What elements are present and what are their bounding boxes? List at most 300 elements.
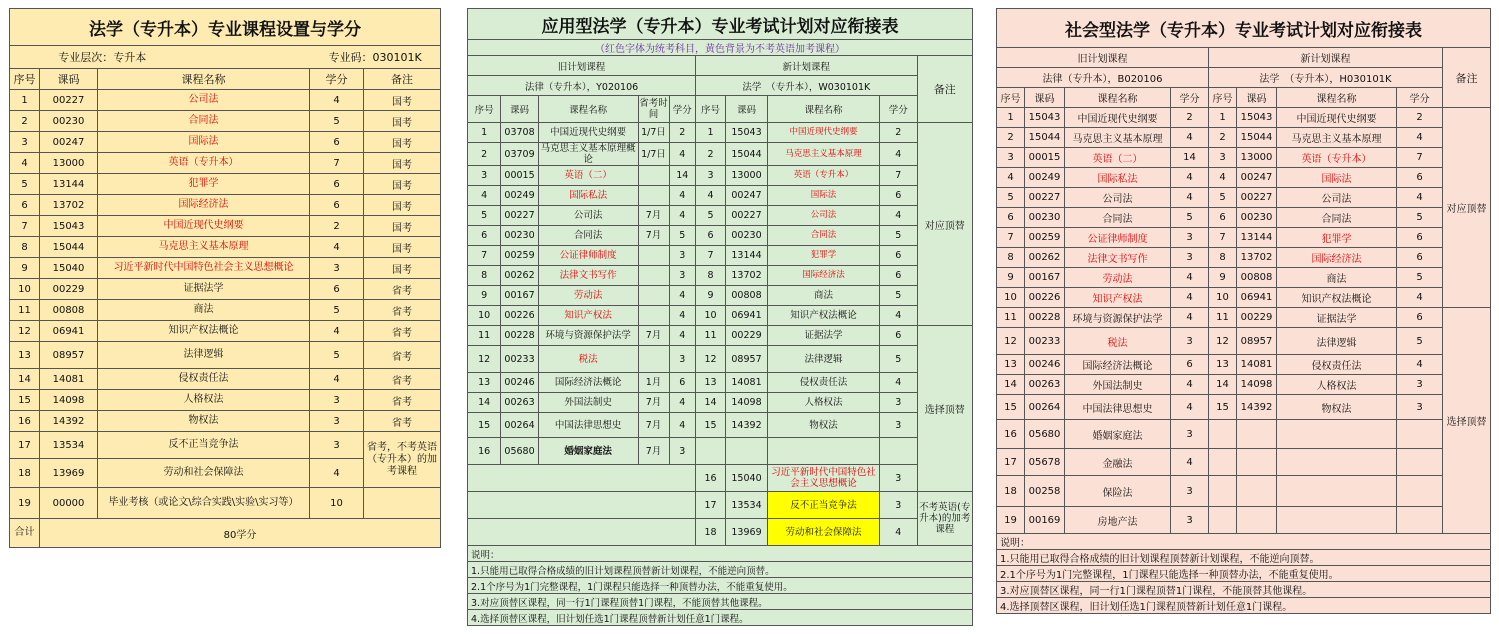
course-name: 侵权责任法 — [98, 369, 310, 390]
new-course-credit: 3 — [879, 393, 917, 413]
new-course-name: 犯罪学 — [1277, 228, 1397, 248]
new-course-name: 英语（专升本） — [768, 166, 880, 186]
new-course-code: 13144 — [1237, 228, 1277, 248]
course-code: 00808 — [40, 300, 98, 321]
old-course-code: 00015 — [1025, 148, 1065, 168]
course-name: 公司法 — [98, 90, 310, 111]
old-course-name: 环境与资源保护法学 — [538, 326, 638, 346]
old-course-name: 公司法 — [538, 206, 638, 226]
new-course-credit: 6 — [1397, 228, 1443, 248]
old-course-name: 英语（二） — [538, 166, 638, 186]
table-row — [10, 488, 441, 519]
new-course-name: 合同法 — [768, 226, 880, 246]
row-number: 15 — [10, 390, 40, 411]
new-course-name — [768, 438, 880, 465]
old-course-credit: 4 — [669, 326, 696, 346]
table-row — [997, 228, 1491, 248]
new-course-name: 证据法学 — [1277, 308, 1397, 328]
old-course-credit: 14 — [669, 166, 696, 186]
new-course-credit: 3 — [879, 413, 917, 438]
new-course-credit — [1397, 420, 1443, 449]
old-course-code: 00226 — [1025, 288, 1065, 308]
table-row — [468, 186, 973, 206]
course-code: 00247 — [40, 132, 98, 153]
col-header: 学分 — [879, 96, 917, 123]
new-row-number: 7 — [1209, 228, 1237, 248]
old-course-name: 国际私法 — [1065, 168, 1171, 188]
new-course-credit: 6 — [879, 186, 917, 206]
remark-selective: 选择顶替 — [917, 326, 972, 492]
old-course-credit: 3 — [669, 246, 696, 266]
old-course-credit: 3 — [1171, 328, 1209, 355]
col-header: 序号 — [468, 96, 501, 123]
course-credit: 10 — [310, 488, 364, 519]
old-course-code: 05680 — [1025, 420, 1065, 449]
table-title: 社会型法学（专升本）专业考试计划对应衔接表 — [997, 9, 1491, 48]
new-course-code: 13969 — [725, 519, 767, 546]
new-course-name: 法律逻辑 — [768, 346, 880, 373]
row-number: 12 — [10, 321, 40, 342]
old-course-code: 00233 — [1025, 328, 1065, 355]
table-row — [468, 226, 973, 246]
old-course-credit: 4 — [669, 413, 696, 438]
applied-law-mapping-table — [467, 8, 973, 626]
new-row-number: 14 — [696, 393, 726, 413]
new-course-code: 14081 — [725, 373, 767, 393]
new-course-credit: 4 — [879, 143, 917, 166]
old-course-credit: 4 — [1171, 449, 1209, 476]
new-course-code: 13702 — [1237, 248, 1277, 268]
new-course-code: 15044 — [1237, 128, 1277, 148]
old-empty-cell — [468, 492, 696, 519]
note-text: 2.1个序号为1门完整课程，1门课程只能选择一种顶替办法，不能重复使用。 — [468, 578, 973, 594]
old-course-credit: 4 — [669, 286, 696, 306]
old-course-credit: 5 — [1171, 208, 1209, 228]
old-course-name: 外国法制史 — [1065, 375, 1171, 395]
course-note: 省考 — [364, 300, 441, 321]
new-course-name — [1277, 449, 1397, 476]
course-code: 13000 — [40, 153, 98, 174]
new-row-number: 17 — [696, 492, 726, 519]
course-credit-table — [9, 8, 441, 548]
new-course-code: 14098 — [725, 393, 767, 413]
old-course-code: 00167 — [1025, 268, 1065, 288]
new-course-credit: 4 — [879, 206, 917, 226]
table-row — [997, 420, 1491, 449]
new-course-credit: 5 — [879, 346, 917, 373]
col-header: 序号 — [10, 69, 40, 90]
new-row-number: 14 — [1209, 375, 1237, 395]
table-row — [10, 258, 441, 279]
new-row-number: 13 — [696, 373, 726, 393]
table-row — [468, 286, 973, 306]
old-course-code: 00226 — [501, 306, 539, 326]
exam-time — [638, 186, 669, 206]
col-header: 学分 — [1397, 88, 1443, 108]
old-course-credit: 4 — [669, 306, 696, 326]
old-row-number: 2 — [997, 128, 1025, 148]
new-course-code: 15043 — [725, 123, 767, 143]
exam-time — [638, 246, 669, 266]
new-row-number: 8 — [1209, 248, 1237, 268]
new-course-credit: 5 — [879, 226, 917, 246]
new-course-credit: 5 — [1397, 328, 1443, 355]
new-row-number: 15 — [1209, 395, 1237, 420]
row-number: 7 — [10, 216, 40, 237]
new-row-number: 10 — [696, 306, 726, 326]
old-course-credit: 3 — [1171, 228, 1209, 248]
note-text: 1.只能用已取得合格成绩的旧计划课程顶替新计划课程，不能逆向顶替。 — [997, 550, 1491, 566]
table-row — [997, 108, 1491, 128]
course-credit: 5 — [310, 342, 364, 369]
new-row-number: 11 — [1209, 308, 1237, 328]
old-course-name: 环境与资源保护法学 — [1065, 308, 1171, 328]
new-course-credit: 6 — [1397, 248, 1443, 268]
old-course-name: 国际经济法概论 — [538, 373, 638, 393]
new-course-name: 马克思主义基本原理 — [1277, 128, 1397, 148]
course-credit: 5 — [310, 300, 364, 321]
new-course-code: 00808 — [725, 286, 767, 306]
new-row-number: 2 — [696, 143, 726, 166]
old-row-number: 11 — [997, 308, 1025, 328]
table-row — [10, 153, 441, 174]
old-course-name: 公证律师制度 — [538, 246, 638, 266]
old-empty-cell — [468, 519, 696, 546]
level-label: 专业层次：专升本 — [58, 51, 147, 64]
new-course-code: 06941 — [1237, 288, 1277, 308]
exam-time: 7月 — [638, 393, 669, 413]
new-course-code: 14098 — [1237, 375, 1277, 395]
course-code: 15043 — [40, 216, 98, 237]
table-row — [468, 143, 973, 166]
old-course-name: 中国法律思想史 — [538, 413, 638, 438]
new-row-number — [1209, 420, 1237, 449]
course-code: 15044 — [40, 237, 98, 258]
new-course-credit: 5 — [1397, 268, 1443, 288]
total-label: 合计 — [10, 519, 40, 548]
old-course-code: 15043 — [1025, 108, 1065, 128]
new-course-name: 反不正当竞争法 — [768, 492, 880, 519]
old-course-code: 03708 — [501, 123, 539, 143]
course-credit: 6 — [310, 132, 364, 153]
table-row — [997, 328, 1491, 355]
course-code: 00000 — [40, 488, 98, 519]
old-row-number: 15 — [997, 395, 1025, 420]
old-row-number: 6 — [468, 226, 501, 246]
old-course-code: 00264 — [501, 413, 539, 438]
new-course-code: 00230 — [1237, 208, 1277, 228]
old-empty-cell — [468, 465, 696, 492]
table-row — [468, 166, 973, 186]
old-row-number: 14 — [468, 393, 501, 413]
new-course-credit: 6 — [1397, 308, 1443, 328]
exam-time: 7月 — [638, 413, 669, 438]
table-row — [468, 206, 973, 226]
new-course-name: 犯罪学 — [768, 246, 880, 266]
old-row-number: 8 — [997, 248, 1025, 268]
social-law-mapping-table — [996, 8, 1491, 614]
old-course-name: 法律文书写作 — [538, 266, 638, 286]
old-row-number: 3 — [468, 166, 501, 186]
new-course-credit: 6 — [1397, 168, 1443, 188]
new-course-credit — [1397, 507, 1443, 534]
notes-title-row — [997, 534, 1491, 550]
table-row — [10, 321, 441, 342]
course-name: 国际法 — [98, 132, 310, 153]
old-course-credit: 4 — [1171, 168, 1209, 188]
new-course-name: 侵权责任法 — [768, 373, 880, 393]
new-row-number: 12 — [696, 346, 726, 373]
table-row — [468, 123, 973, 143]
new-row-number: 9 — [696, 286, 726, 306]
note-text: 4.选择顶替区课程，旧计划任选1门课程顶替新计划任意1门课程。 — [997, 598, 1491, 614]
old-row-number: 16 — [468, 438, 501, 465]
table-row — [10, 195, 441, 216]
old-course-code: 00230 — [501, 226, 539, 246]
old-course-name: 劳动法 — [538, 286, 638, 306]
table-row — [468, 413, 973, 438]
old-course-code: 00246 — [1025, 355, 1065, 375]
new-course-code: 13702 — [725, 266, 767, 286]
new-row-number: 15 — [696, 413, 726, 438]
course-code: 13969 — [40, 459, 98, 488]
old-course-name: 税法 — [1065, 328, 1171, 355]
new-course-code: 00227 — [725, 206, 767, 226]
new-plan-label: 新计划课程 — [696, 56, 917, 76]
course-code: 00229 — [40, 279, 98, 300]
old-plan-label: 旧计划课程 — [468, 56, 696, 76]
old-row-number: 10 — [997, 288, 1025, 308]
table-row — [468, 346, 973, 373]
course-note: 省考 — [364, 369, 441, 390]
note-row — [997, 582, 1491, 598]
table-row — [997, 288, 1491, 308]
new-row-number: 6 — [1209, 208, 1237, 228]
new-course-credit: 6 — [879, 246, 917, 266]
row-number: 1 — [10, 90, 40, 111]
note-text: 3.对应顶替区课程，同一行1门课程顶替1门课程，不能顶替其他课程。 — [997, 582, 1491, 598]
course-note: 国考 — [364, 237, 441, 258]
new-course-credit: 3 — [1397, 395, 1443, 420]
old-course-credit: 14 — [1171, 148, 1209, 168]
old-row-number: 9 — [468, 286, 501, 306]
col-header: 学分 — [1171, 88, 1209, 108]
course-name: 马克思主义基本原理 — [98, 237, 310, 258]
col-header: 课码 — [1237, 88, 1277, 108]
course-code: 14098 — [40, 390, 98, 411]
table-row — [10, 237, 441, 258]
old-course-code: 00259 — [501, 246, 539, 266]
old-course-credit: 4 — [1171, 188, 1209, 208]
old-row-number: 9 — [997, 268, 1025, 288]
course-note: 省考 — [364, 321, 441, 342]
course-name: 毕业考核（或论文\综合实践\实验\实习等） — [98, 488, 310, 519]
new-course-code: 13534 — [725, 492, 767, 519]
exam-time — [638, 306, 669, 326]
new-course-code: 00229 — [1237, 308, 1277, 328]
course-code: 13702 — [40, 195, 98, 216]
table-row — [468, 438, 973, 465]
course-credit: 3 — [310, 390, 364, 411]
exam-time: 7月 — [638, 226, 669, 246]
note-text: 3.对应顶替区课程，同一行1门课程顶替1门课程，不能顶替其他课程。 — [468, 594, 973, 610]
table-row — [468, 326, 973, 346]
old-course-code: 00259 — [1025, 228, 1065, 248]
new-course-credit: 4 — [879, 519, 917, 546]
row-number: 13 — [10, 342, 40, 369]
new-course-code: 06941 — [725, 306, 767, 326]
old-course-credit: 4 — [669, 393, 696, 413]
course-name: 英语（专升本） — [98, 153, 310, 174]
table-row — [997, 268, 1491, 288]
new-course-name: 合同法 — [1277, 208, 1397, 228]
old-course-credit: 2 — [1171, 108, 1209, 128]
course-name: 物权法 — [98, 411, 310, 432]
course-name: 商法 — [98, 300, 310, 321]
old-course-name: 英语（二） — [1065, 148, 1171, 168]
old-course-code: 00258 — [1025, 476, 1065, 507]
old-course-credit: 2 — [669, 123, 696, 143]
old-course-name: 劳动法 — [1065, 268, 1171, 288]
new-course-credit: 2 — [1397, 108, 1443, 128]
row-number: 14 — [10, 369, 40, 390]
course-note: 国考 — [364, 195, 441, 216]
new-course-code: 00230 — [725, 226, 767, 246]
course-note: 国考 — [364, 153, 441, 174]
new-plan-label: 新计划课程 — [1209, 48, 1443, 68]
exam-time: 7月 — [638, 438, 669, 465]
course-credit: 4 — [310, 321, 364, 342]
new-course-code: 00229 — [725, 326, 767, 346]
new-course-name: 人格权法 — [768, 393, 880, 413]
course-name: 知识产权法概论 — [98, 321, 310, 342]
old-row-number: 5 — [468, 206, 501, 226]
remark-extra-exam: 不考英语(专升本)的加考课程 — [917, 492, 972, 546]
header-row — [468, 96, 973, 123]
new-course-credit: 7 — [879, 166, 917, 186]
table-row — [468, 492, 973, 519]
old-row-number: 4 — [997, 168, 1025, 188]
table-row — [997, 375, 1491, 395]
header-row — [997, 88, 1491, 108]
new-course-credit: 4 — [879, 306, 917, 326]
old-course-name: 国际私法 — [538, 186, 638, 206]
table-row — [10, 369, 441, 390]
course-note — [364, 488, 441, 519]
note-row — [997, 550, 1491, 566]
table-row — [10, 174, 441, 195]
new-course-code: 13000 — [1237, 148, 1277, 168]
table-title: 法学（专升本）专业课程设置与学分 — [10, 9, 441, 46]
old-course-code: 00264 — [1025, 395, 1065, 420]
col-header: 课程名称 — [98, 69, 310, 90]
old-course-name: 马克思主义基本原理概论 — [538, 143, 638, 166]
new-row-number: 11 — [696, 326, 726, 346]
new-course-code: 13144 — [725, 246, 767, 266]
old-row-number: 7 — [468, 246, 501, 266]
course-code: 00230 — [40, 111, 98, 132]
table-row — [997, 507, 1491, 534]
col-header: 序号 — [696, 96, 726, 123]
new-course-code: 00247 — [725, 186, 767, 206]
old-course-name: 合同法 — [1065, 208, 1171, 228]
course-credit: 3 — [310, 432, 364, 459]
new-course-code: 08957 — [1237, 328, 1277, 355]
new-course-credit: 6 — [879, 266, 917, 286]
table-title: 应用型法学（专升本）专业考试计划对应衔接表 — [468, 9, 973, 40]
old-course-name: 中国法律思想史 — [1065, 395, 1171, 420]
exam-time: 1月 — [638, 373, 669, 393]
note-text: 4.选择顶替区课程，旧计划任选1门课程顶替新计划任意1门课程。 — [468, 610, 973, 626]
new-row-number: 6 — [696, 226, 726, 246]
new-course-credit — [1397, 449, 1443, 476]
old-course-credit: 3 — [1171, 507, 1209, 534]
table-row — [468, 465, 973, 492]
new-course-credit: 4 — [1397, 288, 1443, 308]
new-course-code: 13000 — [725, 166, 767, 186]
col-header: 序号 — [997, 88, 1025, 108]
old-course-code: 00249 — [1025, 168, 1065, 188]
new-course-name — [1277, 476, 1397, 507]
new-row-number: 8 — [696, 266, 726, 286]
old-course-code: 00227 — [501, 206, 539, 226]
col-header: 学分 — [310, 69, 364, 90]
new-course-name: 知识产权法概论 — [768, 306, 880, 326]
course-name: 劳动和社会保障法 — [98, 459, 310, 488]
old-plan-label: 旧计划课程 — [997, 48, 1209, 68]
new-row-number: 16 — [696, 465, 726, 492]
remark-header: 备注 — [1443, 48, 1491, 108]
note-row — [997, 598, 1491, 614]
new-course-credit: 4 — [1397, 128, 1443, 148]
old-course-credit: 6 — [1171, 355, 1209, 375]
row-number: 11 — [10, 300, 40, 321]
old-row-number: 4 — [468, 186, 501, 206]
program-info — [10, 46, 441, 69]
old-program: 法律（专升本），Y020106 — [468, 76, 696, 96]
old-row-number: 13 — [997, 355, 1025, 375]
new-course-credit: 2 — [879, 123, 917, 143]
course-note: 国考 — [364, 174, 441, 195]
course-credit: 3 — [310, 411, 364, 432]
new-course-name: 商法 — [768, 286, 880, 306]
course-code: 14081 — [40, 369, 98, 390]
new-course-code: 15040 — [725, 465, 767, 492]
old-course-credit: 3 — [1171, 248, 1209, 268]
table-row — [10, 300, 441, 321]
new-row-number: 3 — [696, 166, 726, 186]
table-row — [468, 373, 973, 393]
old-course-name: 中国近现代史纲要 — [538, 123, 638, 143]
note-row — [468, 562, 973, 578]
new-course-credit: 4 — [1397, 188, 1443, 208]
new-course-name: 马克思主义基本原理 — [768, 143, 880, 166]
new-course-name: 劳动和社会保障法 — [768, 519, 880, 546]
old-row-number: 11 — [468, 326, 501, 346]
new-course-name: 法律逻辑 — [1277, 328, 1397, 355]
old-course-code: 05678 — [1025, 449, 1065, 476]
new-course-name: 国际法 — [1277, 168, 1397, 188]
old-course-credit: 4 — [1171, 288, 1209, 308]
old-course-code: 05680 — [501, 438, 539, 465]
row-number: 17 — [10, 432, 40, 459]
table-row — [10, 216, 441, 237]
old-course-credit: 4 — [669, 143, 696, 166]
col-header: 省考时间 — [638, 96, 669, 123]
new-course-credit: 3 — [879, 465, 917, 492]
old-course-credit: 5 — [669, 226, 696, 246]
col-header: 序号 — [1209, 88, 1237, 108]
